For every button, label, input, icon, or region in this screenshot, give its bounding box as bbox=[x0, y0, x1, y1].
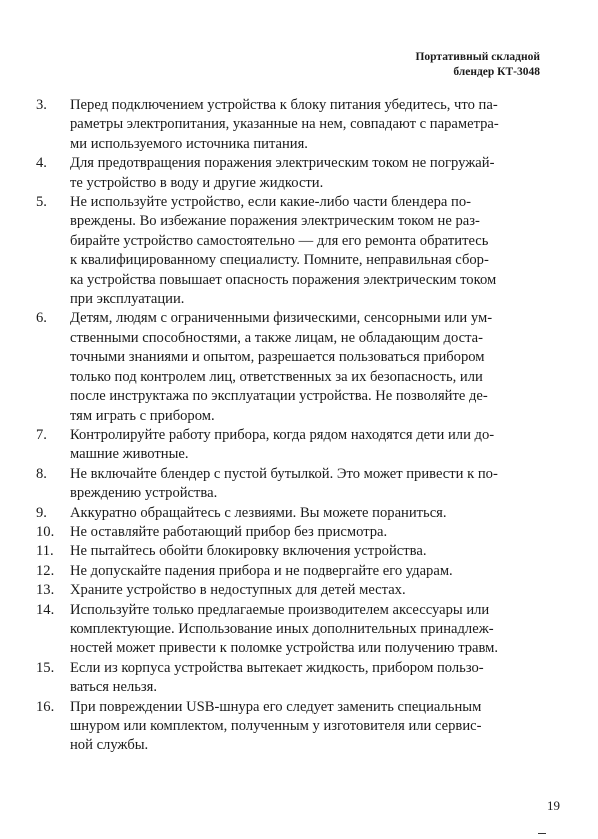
list-item-text-line: Контролируйте работу прибора, когда рядом находятся дети или до- bbox=[70, 426, 495, 443]
list-item-text-line: ностей может привести к поломке устройства или получению травм. bbox=[70, 640, 499, 657]
list-item bbox=[36, 309, 546, 425]
list-item-text-line: при эксплуатации. bbox=[70, 291, 185, 308]
list-item bbox=[36, 154, 546, 193]
list-item-number: 7. bbox=[36, 426, 47, 443]
list-item bbox=[36, 96, 546, 154]
list-item-number: 12. bbox=[36, 562, 55, 579]
list-item-number: 15. bbox=[36, 659, 55, 676]
list-item-text-line: ваться нельзя. bbox=[70, 679, 158, 696]
list-item-number: 8. bbox=[36, 465, 47, 482]
page-number: 19 bbox=[547, 798, 560, 813]
list-item-text-line: Не пытайтесь обойти блокировку включения устройства. bbox=[70, 543, 427, 560]
list-item-text-line: Используйте только предлагаемые производителем аксессуары или bbox=[70, 601, 490, 618]
list-item-text-line: ми используемого источника питания. bbox=[70, 135, 308, 152]
list-item-text-line: машние животные. bbox=[70, 446, 189, 463]
list-item bbox=[36, 581, 546, 600]
list-item-text-line: ственными способностями, а также лицам, не обладающим доста- bbox=[70, 329, 484, 346]
list-item-text-line: При повреждении USB-шнура его следует заменить специальным bbox=[70, 698, 482, 715]
list-item-text-line: тям играть с прибором. bbox=[70, 407, 215, 424]
list-item-text-line: точными знаниями и опытом, разрешается пользоваться прибором bbox=[70, 349, 485, 366]
list-item-number: 13. bbox=[36, 582, 55, 599]
list-item bbox=[36, 562, 546, 581]
list-item-text-line: бирайте устройство самостоятельно — для его ремонта обратитесь bbox=[70, 232, 489, 249]
list-item-number: 11. bbox=[36, 543, 54, 560]
list-item-text-line: ной службы. bbox=[70, 737, 149, 754]
list-item-text-line: вреждению устройства. bbox=[70, 485, 218, 502]
list-item-number: 10. bbox=[36, 523, 55, 540]
list-item-text-line: Детям, людям с ограниченными физическими, сенсорными или ум- bbox=[70, 310, 493, 327]
list-item bbox=[36, 601, 546, 659]
list-item-text-line: Храните устройство в недоступных для детей местах. bbox=[70, 582, 406, 599]
list-item-text-line: вреждены. Во избежание поражения электрическим током не раз- bbox=[70, 213, 480, 230]
list-item-number: 4. bbox=[36, 155, 47, 172]
list-item bbox=[36, 659, 546, 698]
list-item-text-line: Не допускайте падения прибора и не подвергайте его ударам. bbox=[70, 562, 453, 579]
list-item-text-line: те устройство в воду и другие жидкости. bbox=[70, 174, 324, 191]
list-item bbox=[36, 504, 546, 523]
list-item-text-line: Для предотвращения поражения электрическим током не погружай- bbox=[70, 155, 495, 172]
list-item-text-line: Аккуратно обращайтесь с лезвиями. Вы можете пораниться. bbox=[70, 504, 447, 521]
list-item-number: 6. bbox=[36, 310, 47, 327]
list-item-number: 3. bbox=[36, 97, 47, 113]
edge-mark bbox=[538, 833, 546, 834]
safety-instructions-list bbox=[36, 96, 546, 756]
header-line-1: Портативный складной bbox=[415, 51, 540, 63]
list-item-number: 14. bbox=[36, 601, 55, 618]
list-item-text-line: Не оставляйте работающий прибор без присмотра. bbox=[70, 523, 388, 540]
list-item-text-line: раметры электропитания, указанные на нем, совпадают с параметра- bbox=[70, 116, 499, 133]
list-item-text-line: к квалифицированному специалисту. Помните, неправильная сбор- bbox=[70, 252, 489, 269]
list-item-text-line: Перед подключением устройства к блоку питания убедитесь, что па- bbox=[70, 97, 498, 113]
list-item-text-line: шнуром или комплектом, полученным у изготовителя или сервис- bbox=[70, 718, 482, 734]
list-item-number: 5. bbox=[36, 194, 47, 211]
list-item bbox=[36, 465, 546, 504]
list-item-text-line: Если из корпуса устройства вытекает жидкость, прибором пользо- bbox=[70, 659, 484, 676]
running-header bbox=[415, 50, 540, 80]
list-item-text-line: только под контролем лиц, ответственных за их безопасность, или bbox=[70, 368, 483, 385]
list-item-number: 16. bbox=[36, 698, 55, 715]
list-item-text-line: комплектующие. Использование иных дополнительных принадлеж- bbox=[70, 620, 494, 637]
list-item bbox=[36, 426, 546, 465]
list-item bbox=[36, 523, 546, 542]
list-item-text-line: после инструктажа по эксплуатации устройства. Не позволяйте де- bbox=[70, 388, 488, 405]
header-line-2: блендер КТ-3048 bbox=[453, 66, 540, 78]
list-item-text-line: Не включайте блендер с пустой бутылкой. Это может привести к по- bbox=[70, 465, 498, 482]
list-item bbox=[36, 542, 546, 561]
list-item-number: 9. bbox=[36, 504, 47, 521]
list-item bbox=[36, 698, 546, 756]
list-item-text-line: ка устройства повышает опасность поражения электрическим током bbox=[70, 271, 497, 288]
list-item bbox=[36, 193, 546, 309]
list-item-text-line: Не используйте устройство, если какие-либо части блендера по- bbox=[70, 194, 472, 211]
